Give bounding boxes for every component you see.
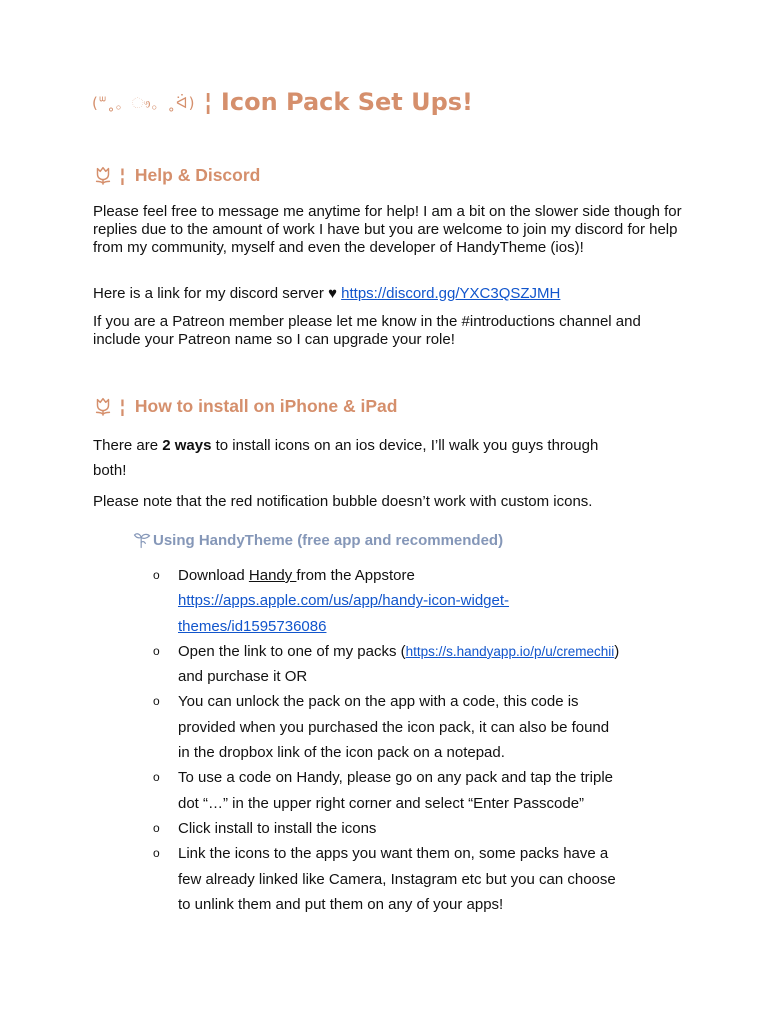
- tulip-icon: [92, 395, 114, 417]
- section-heading-install: [92, 395, 397, 417]
- heading-separator: ¦: [120, 395, 125, 416]
- tulip-icon: [92, 164, 114, 186]
- discord-paragraph: [93, 285, 683, 303]
- page-title: [92, 88, 473, 116]
- list-item: [150, 639, 650, 690]
- list-item: [150, 765, 650, 816]
- step-text: You can unlock the pack on the app with a code, this code is provided when you purchased the icon pack, it can also be found in the dropbox link of the icon pack on a notepad.: [178, 693, 610, 762]
- bullet-marker: o: [153, 770, 160, 785]
- handy-subheading: [132, 530, 503, 550]
- bullet-marker: o: [153, 568, 160, 582]
- bullet-marker: o: [153, 694, 160, 709]
- step-text: Open the link to one of my packs (: [178, 642, 406, 660]
- patreon-paragraph: If you are a Patreon member please let me know in the #introductions channel and include your Patreon name so I can upgrade your role!: [93, 313, 641, 348]
- intro-bold: 2 ways: [162, 437, 212, 454]
- bullet-marker: o: [153, 820, 160, 835]
- help-paragraph: Please feel free to message me anytime for help! I am a bit on the slower side though for replies due to the amount of work I have but you are welcome to join my discord for help from my community, myself and even the developer of HandyTheme (ios)!: [93, 203, 682, 256]
- discord-link[interactable]: https://discord.gg/YXC3QSZJMH: [341, 285, 561, 302]
- appstore-link-line2: themes/id1595736086: [178, 617, 327, 635]
- discord-text: Here is a link for my discord server ♥: [93, 285, 342, 302]
- subheading-text: Using HandyTheme (free app and recommended): [153, 531, 504, 549]
- install-intro: [93, 433, 683, 483]
- step-text: ): [614, 642, 620, 660]
- step-text: Click install to install the icons: [178, 819, 377, 837]
- title-separator: ¦: [203, 88, 213, 116]
- step-text: and purchase it OR: [178, 668, 308, 686]
- heading-text: Help & Discord: [134, 164, 261, 185]
- list-item: [150, 689, 650, 765]
- appstore-link-line1: https://apps.apple.com/us/app/handy-icon-widget-: [178, 592, 510, 610]
- intro-post: to install icons on an ios device, I’ll walk you guys through: [211, 437, 599, 454]
- intro-pre: There are: [93, 437, 163, 454]
- kaomoji-face: (ᐜ˳。ෟ。˳ᐛ): [92, 94, 196, 112]
- appstore-link[interactable]: [178, 592, 509, 634]
- heading-separator: ¦: [120, 164, 125, 185]
- sparkle-flower-icon: [132, 530, 152, 550]
- bullet-marker: o: [153, 846, 160, 861]
- intro-line2: both!: [93, 462, 127, 479]
- title-text: Icon Pack Set Ups!: [220, 88, 473, 116]
- heading-text: How to install on iPhone & iPad: [134, 395, 398, 416]
- list-item: [150, 816, 650, 841]
- list-item: [150, 563, 650, 639]
- handy-link[interactable]: Handy: [248, 567, 297, 584]
- handy-steps-list: [150, 563, 650, 917]
- bullet-marker: o: [153, 643, 160, 658]
- list-item: [150, 841, 650, 917]
- section-heading-help: [92, 164, 260, 186]
- step-text: Link the icons to the apps you want them on, some packs have a few already linked like Camera, Instagram etc but you can choose to unlink them and put them on any of your apps!: [178, 845, 616, 913]
- handy-pack-link[interactable]: https://s.handyapp.io/p/u/cremechii: [405, 643, 615, 659]
- notification-note: Please note that the red notification bubble doesn’t work with custom icons.: [93, 493, 593, 510]
- step-text: from the Appstore: [296, 567, 415, 584]
- step-text: To use a code on Handy, please go on any pack and tap the triple dot “…” in the upper right corner and select “Enter Passcode”: [178, 769, 614, 812]
- step-text: Download: [178, 567, 249, 584]
